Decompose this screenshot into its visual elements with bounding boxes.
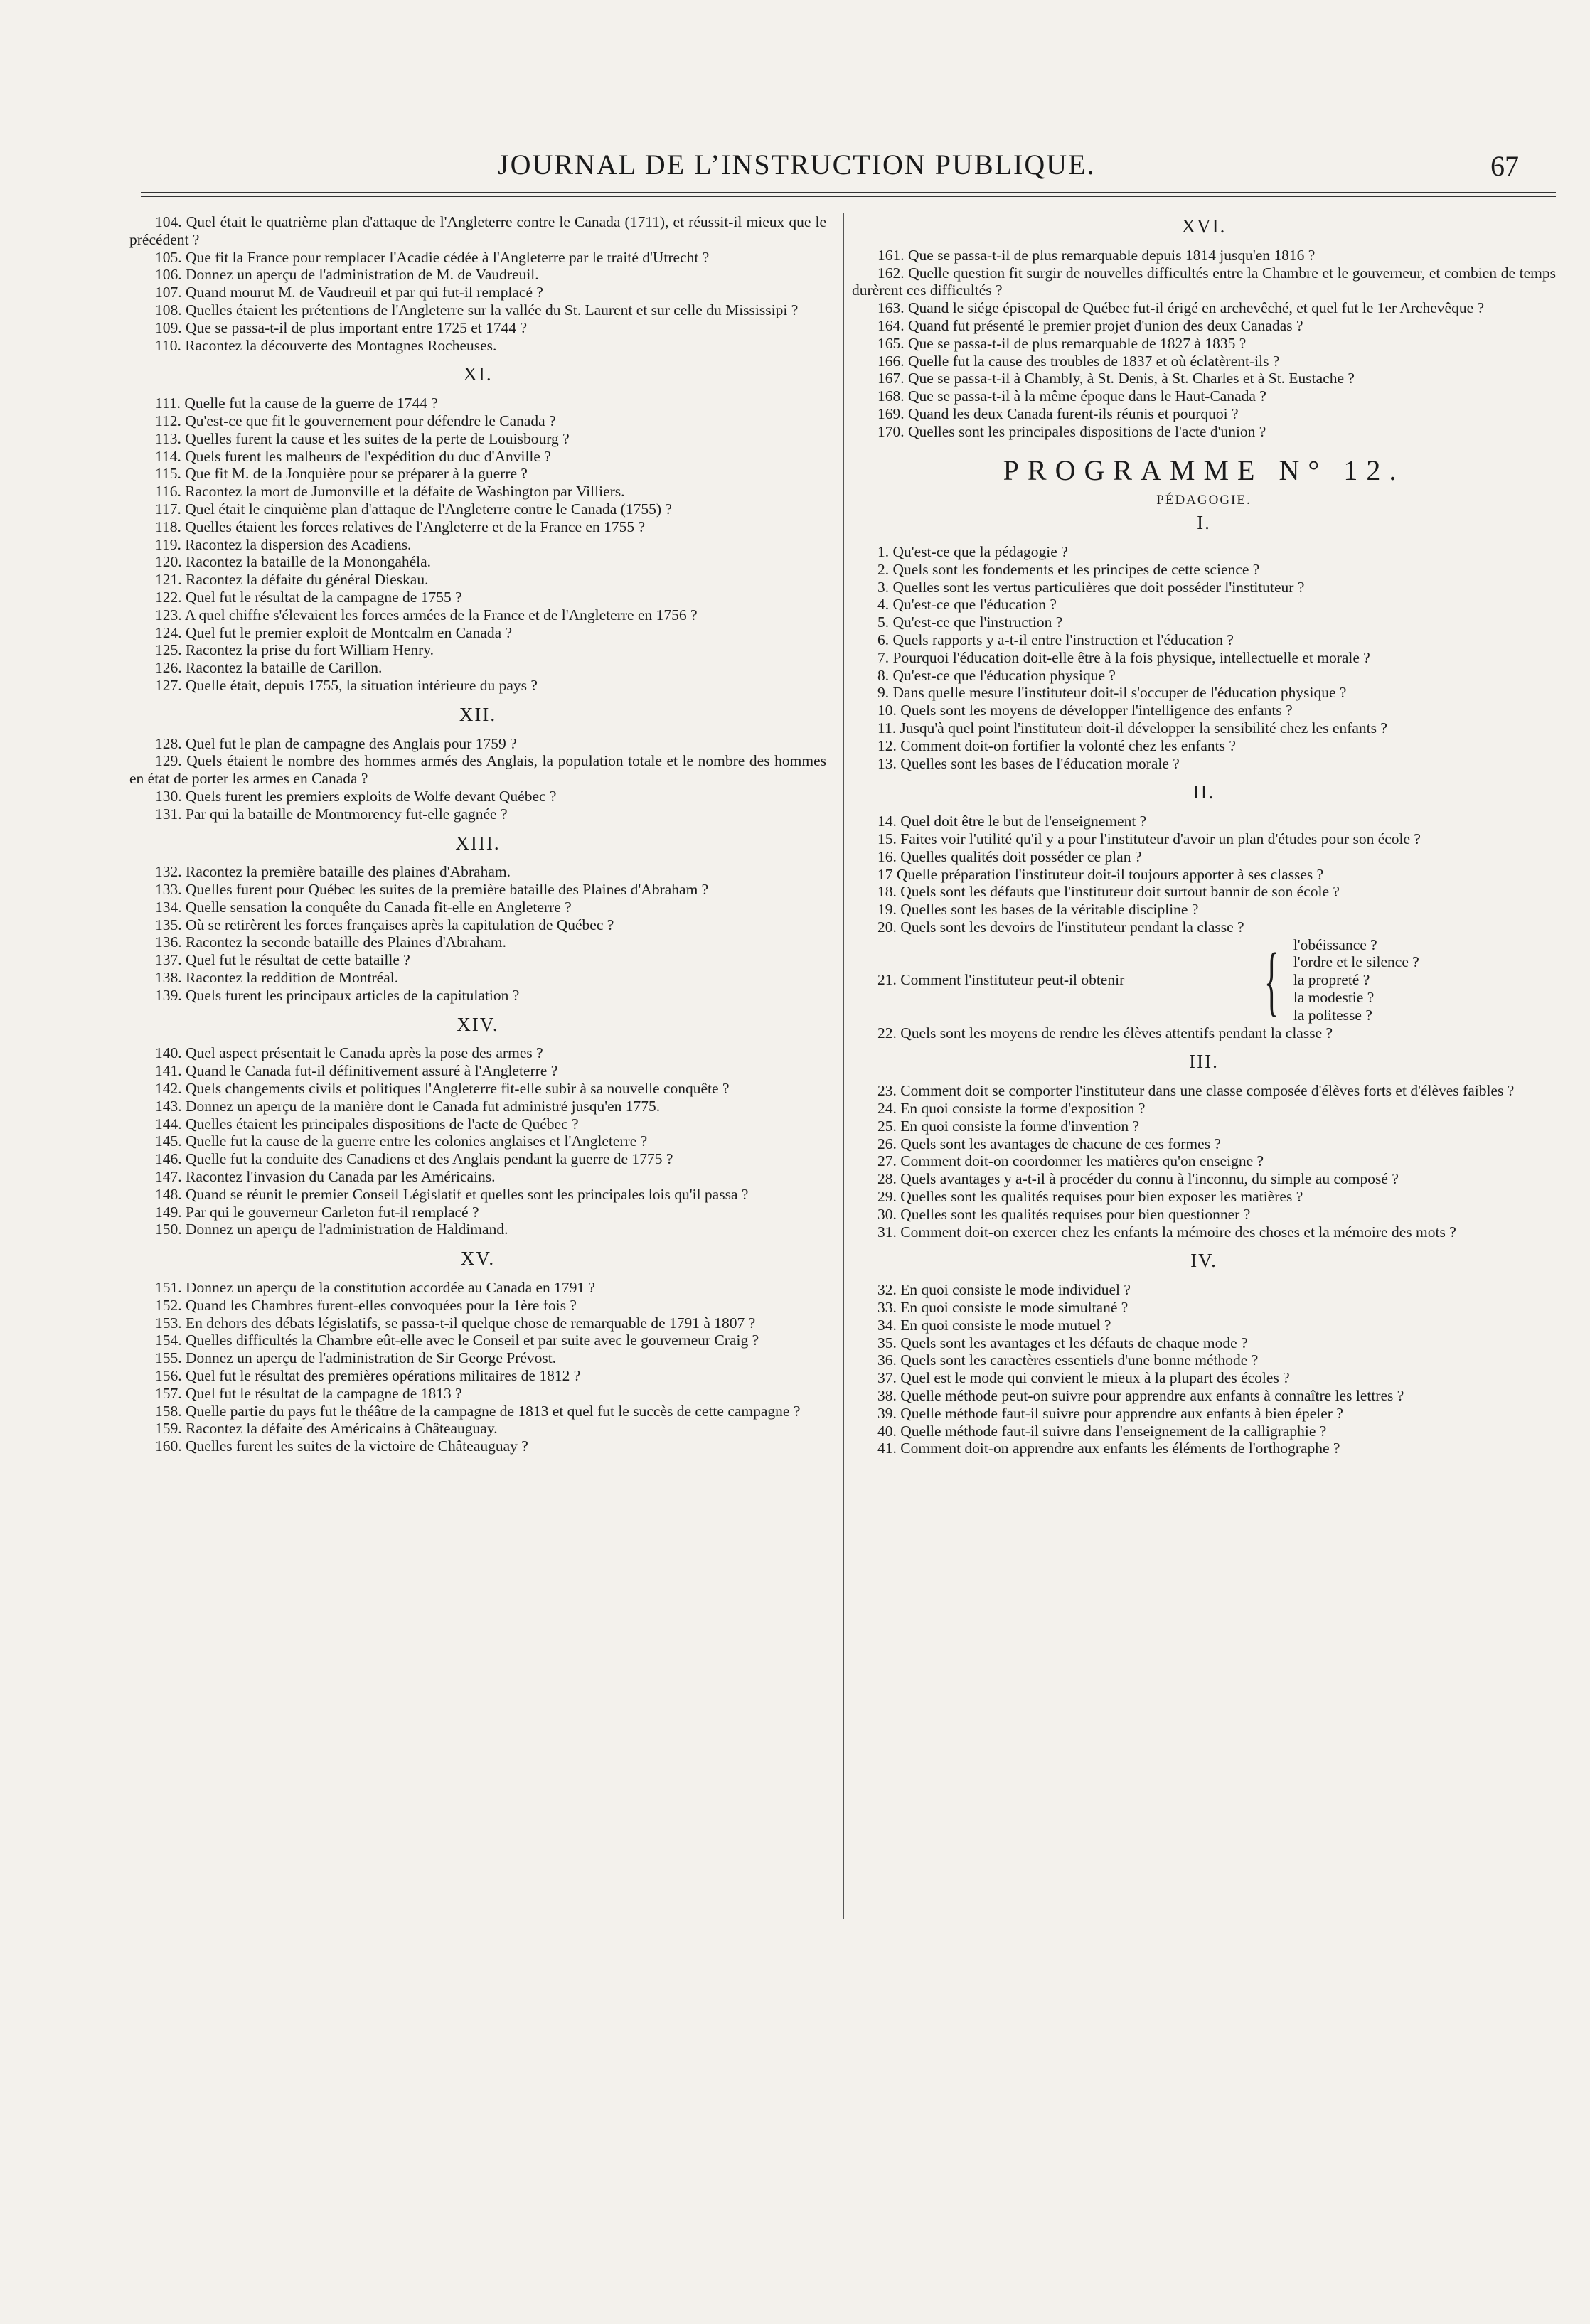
question-item: 138. Racontez la reddition de Montréal. [155, 969, 399, 987]
question-21-option: la modestie ? [1293, 989, 1375, 1007]
question-item: 27. Comment doit-on coordonner les matières qu'on enseigne ? [877, 1152, 1264, 1170]
question-item: 146. Quelle fut la conduite des Canadiens et des Anglais pendant la guerre de 1775 ? [155, 1150, 673, 1168]
question-item: 134. Quelle sensation la conquête du Canada fit-elle en Angleterre ? [155, 898, 572, 916]
left-column [129, 213, 826, 2133]
question-item: 130. Quels furent les premiers exploits de Wolfe devant Québec ? [155, 787, 557, 805]
question-item: 135. Où se retirèrent les forces françaises après la capitulation de Québec ? [155, 916, 614, 933]
question-21-options [1293, 936, 1419, 1024]
section-heading-xii: XII. [459, 703, 497, 725]
question-item: 156. Quel fut le résultat des premières opérations militaires de 1812 ? [155, 1367, 581, 1385]
questions-iii [852, 1082, 1556, 1241]
question-item: 125. Racontez la prise du fort William Henry. [155, 641, 434, 659]
questions-xi [129, 395, 826, 695]
question-item: 104. Quel était le quatrième plan d'attaque de l'Angleterre contre le Canada (1711), et réussit-il mieux que le précédent ? [129, 213, 826, 248]
header-rule [141, 192, 1556, 193]
question-21-option: la politesse ? [1293, 1006, 1372, 1024]
question-item: 29. Quelles sont les qualités requises pour bien exposer les matières ? [877, 1188, 1303, 1206]
question-item: 165. Que se passa-t-il de plus remarquable de 1827 à 1835 ? [877, 334, 1247, 352]
questions-xiv [129, 1044, 826, 1238]
question-item: 105. Que fit la France pour remplacer l'Acadie cédée à l'Angleterre par le traité d'Utrecht ? [155, 248, 710, 266]
question-item: 141. Quand le Canada fut-il définitivement assuré à l'Angleterre ? [155, 1062, 558, 1080]
question-item: 161. Que se passa-t-il de plus remarquable depuis 1814 jusqu'en 1816 ? [877, 246, 1316, 264]
question-item: 164. Quand fut présenté le premier projet d'union des deux Canadas ? [877, 316, 1303, 334]
question-item: 153. En dehors des débats législatifs, se passa-t-il quelque chose de remarquable de 1791 à 1807 ? [155, 1314, 756, 1332]
question-item: 20. Quels sont les devoirs de l'instituteur pendant la classe ? [877, 918, 1244, 936]
question-item: 137. Quel fut le résultat de cette bataille ? [155, 951, 410, 969]
question-item: 40. Quelle méthode faut-il suivre dans l'enseignement de la calligraphie ? [877, 1422, 1327, 1440]
question-item: 6. Quels rapports y a-t-il entre l'instruction et l'éducation ? [877, 631, 1234, 648]
column-divider [843, 213, 844, 1919]
question-item: 163. Quand le siége épiscopal de Québec fut-il érigé en archevêché, et quel fut le 1er Archevêque ? [877, 299, 1485, 317]
page-number: 67 [1490, 150, 1519, 182]
question-item: 151. Donnez un aperçu de la constitution accordée au Canada en 1791 ? [155, 1279, 596, 1297]
question-item: 35. Quels sont les avantages et les défauts de chaque mode ? [877, 1334, 1248, 1351]
question-item: 166. Quelle fut la cause des troubles de 1837 et où éclatèrent-ils ? [877, 352, 1280, 370]
question-item: 148. Quand se réunit le premier Conseil Législatif et quelles sont les principales lois qu'il passa ? [155, 1185, 749, 1203]
question-item: 7. Pourquoi l'éducation doit-elle être à la fois physique, intellectuelle et morale ? [877, 648, 1370, 666]
question-item: 12. Comment doit-on fortifier la volonté chez les enfants ? [877, 737, 1236, 754]
question-item: 124. Quel fut le premier exploit de Montcalm en Canada ? [155, 623, 513, 641]
question-item: 110. Racontez la découverte des Montagnes Rocheuses. [155, 336, 497, 354]
question-item: 123. A quel chiffre s'élevaient les forces armées de la France et de l'Angleterre en 1756 ? [155, 606, 698, 623]
questions-i [852, 543, 1556, 772]
question-item: 155. Donnez un aperçu de l'administration de Sir George Prévost. [155, 1349, 557, 1367]
question-item: 5. Qu'est-ce que l'instruction ? [877, 614, 1063, 631]
question-item: 8. Qu'est-ce que l'éducation physique ? [877, 666, 1116, 684]
question-item: 119. Racontez la dispersion des Acadiens. [155, 535, 412, 553]
question-item: 128. Quel fut le plan de campagne des Anglais pour 1759 ? [155, 734, 517, 752]
programme-heading: PROGRAMME N° 12. [1003, 454, 1405, 486]
question-item: 160. Quelles furent les suites de la victoire de Châteauguay ? [155, 1437, 528, 1455]
question-item: 19. Quelles sont les bases de la véritable discipline ? [877, 901, 1199, 919]
questions-xii [129, 735, 826, 823]
question-item: 33. En quoi consiste le mode simultané ? [877, 1299, 1129, 1317]
question-item: 107. Quand mourut M. de Vaudreuil et par qui fut-il remplacé ? [155, 284, 543, 301]
question-item: 115. Que fit M. de la Jonquière pour se préparer à la guerre ? [155, 465, 528, 483]
question-item: 25. En quoi consiste la forme d'invention ? [877, 1117, 1140, 1135]
question-item: 136. Racontez la seconde bataille des Plaines d'Abraham. [155, 933, 507, 951]
brace: { [1264, 936, 1279, 1024]
question-item: 170. Quelles sont les principales dispositions de l'acte d'union ? [877, 422, 1266, 440]
question-item: 150. Donnez un aperçu de l'administration de Haldimand. [155, 1221, 508, 1238]
question-item: 158. Quelle partie du pays fut le théâtre de la campagne de 1813 et quel fut le succès de cette campagne ? [155, 1402, 801, 1420]
question-item: 116. Racontez la mort de Jumonville et la défaite de Washington par Villiers. [155, 483, 625, 500]
question-item: 143. Donnez un aperçu de la manière dont le Canada fut administré jusqu'en 1775. [155, 1097, 661, 1115]
question-item: 11. Jusqu'à quel point l'instituteur doit-il développer la sensibilité chez les enfants ? [877, 719, 1387, 737]
question-item: 109. Que se passa-t-il de plus important entre 1725 et 1744 ? [155, 318, 528, 336]
question-21-option: la propreté ? [1293, 971, 1370, 989]
question-item: 106. Donnez un aperçu de l'administration de M. de Vaudreuil. [155, 266, 539, 284]
question-item: 36. Quels sont les caractères essentiels d'une bonne méthode ? [877, 1351, 1259, 1369]
pedagogie-heading: PÉDAGOGIE. [1156, 493, 1252, 508]
question-item: 4. Qu'est-ce que l'éducation ? [877, 596, 1057, 614]
question-item: 126. Racontez la bataille de Carillon. [155, 659, 383, 677]
journal-title: JOURNAL DE L’INSTRUCTION PUBLIQUE. [498, 149, 1096, 181]
questions-xvi [852, 247, 1556, 441]
question-item: 113. Quelles furent la cause et les suites de la perte de Louisbourg ? [155, 429, 570, 447]
questions-ii [852, 813, 1556, 936]
question-item: 144. Quelles étaient les principales dispositions de l'acte de Québec ? [155, 1115, 579, 1132]
questions-xiii [129, 863, 826, 1004]
question-item: 15. Faites voir l'utilité qu'il y a pour l'instituteur d'avoir un plan d'études pour son école ? [877, 830, 1421, 847]
question-22: 22. Quels sont les moyens de rendre les élèves attentifs pendant la classe ? [877, 1024, 1333, 1041]
question-item: 140. Quel aspect présentait le Canada après la pose des armes ? [155, 1044, 543, 1062]
question-item: 37. Quel est le mode qui convient le mieux à la plupart des écoles ? [877, 1369, 1290, 1387]
section-heading-xiii: XIII. [455, 832, 501, 854]
question-item: 114. Quels furent les malheurs de l'expédition du duc d'Anville ? [155, 447, 551, 465]
section-heading-iv: IV. [1190, 1250, 1217, 1272]
question-item: 162. Quelle question fit surgir de nouvelles difficultés entre la Chambre et le gouverneur, et combien de temps durèrent ces difficultés ? [852, 264, 1556, 299]
question-item: 117. Quel était le cinquième plan d'attaque de l'Angleterre contre le Canada (1755) ? [155, 500, 672, 518]
section-heading-xiv: XIV. [457, 1013, 499, 1035]
header-rule-thin [141, 196, 1556, 197]
question-item: 131. Par qui la bataille de Montmorency fut-elle gagnée ? [155, 805, 508, 823]
question-item: 13. Quelles sont les bases de l'éducation morale ? [877, 754, 1180, 772]
question-item: 23. Comment doit se comporter l'instituteur dans une classe composée d'élèves forts et d'élèves faibles ? [877, 1082, 1515, 1100]
question-item: 111. Quelle fut la cause de la guerre de 1744 ? [155, 395, 438, 412]
question-item: 132. Racontez la première bataille des plaines d'Abraham. [155, 863, 511, 881]
question-item: 139. Quels furent les principaux articles de la capitulation ? [155, 986, 520, 1004]
question-item: 169. Quand les deux Canada furent-ils réunis et pourquoi ? [877, 405, 1239, 422]
question-21: 21. Comment l'instituteur peut-il obtenir [877, 971, 1125, 989]
question-item: 10. Quels sont les moyens de développer l'intelligence des enfants ? [877, 702, 1293, 719]
section-heading-i: I. [1197, 512, 1211, 534]
question-item: 39. Quelle méthode faut-il suivre pour apprendre aux enfants à bien épeler ? [877, 1404, 1343, 1422]
question-item: 26. Quels sont les avantages de chacune de ces formes ? [877, 1135, 1221, 1152]
question-item: 120. Racontez la bataille de la Monongahéla. [155, 553, 432, 571]
section-heading-ii: II. [1192, 781, 1215, 803]
question-item: 122. Quel fut le résultat de la campagne de 1755 ? [155, 588, 462, 606]
question-item: 129. Quels étaient le nombre des hommes armés des Anglais, la population totale et le nombre des hommes en état de porter les armes en Canada ? [129, 752, 826, 788]
question-item: 152. Quand les Chambres furent-elles convoquées pour la 1ère fois ? [155, 1296, 577, 1314]
section-heading-xvi: XVI. [1181, 215, 1227, 237]
question-item: 18. Quels sont les défauts que l'instituteur doit surtout bannir de son école ? [877, 883, 1340, 901]
question-item: 142. Quels changements civils et politiques l'Angleterre fit-elle subir à sa nouvelle conquête ? [155, 1080, 730, 1098]
question-21-option: l'obéissance ? [1293, 936, 1377, 953]
questions-104-110 [129, 213, 826, 354]
questions-xv [129, 1279, 826, 1455]
question-item: 154. Quelles difficultés la Chambre eût-elle avec le Conseil et par suite avec le gouverneur Craig ? [155, 1332, 759, 1349]
question-item: 1. Qu'est-ce que la pédagogie ? [877, 542, 1068, 560]
question-item: 38. Quelle méthode peut-on suivre pour apprendre aux enfants à connaître les lettres ? [877, 1387, 1404, 1405]
section-heading-xi: XI. [463, 363, 493, 385]
question-item: 28. Quels avantages y a-t-il à procéder du connu à l'inconnu, du simple au composé ? [877, 1170, 1399, 1188]
question-item: 133. Quelles furent pour Québec les suites de la première bataille des Plaines d'Abraham ? [155, 881, 709, 899]
question-item: 167. Que se passa-t-il à Chambly, à St. Denis, à St. Charles et à St. Eustache ? [877, 370, 1355, 387]
questions-iv [852, 1281, 1556, 1457]
question-21-block [852, 936, 1556, 1024]
question-item: 127. Quelle était, depuis 1755, la situation intérieure du pays ? [155, 676, 538, 694]
section-heading-xv: XV. [460, 1248, 496, 1270]
question-item: 121. Racontez la défaite du général Dieskau. [155, 571, 429, 589]
question-item: 147. Racontez l'invasion du Canada par les Américains. [155, 1168, 496, 1186]
question-item: 24. En quoi consiste la forme d'exposition ? [877, 1100, 1146, 1118]
question-item: 31. Comment doit-on exercer chez les enfants la mémoire des choses et la mémoire des mots ? [877, 1223, 1456, 1241]
question-item: 34. En quoi consiste le mode mutuel ? [877, 1316, 1111, 1334]
question-item: 168. Que se passa-t-il à la même époque dans le Haut-Canada ? [877, 387, 1266, 405]
question-item: 17 Quelle préparation l'instituteur doit-il toujours apporter à ses classes ? [877, 865, 1324, 883]
question-item: 157. Quel fut le résultat de la campagne de 1813 ? [155, 1384, 462, 1402]
question-item: 41. Comment doit-on apprendre aux enfants les éléments de l'orthographe ? [877, 1440, 1340, 1457]
question-item: 149. Par qui le gouverneur Carleton fut-il remplacé ? [155, 1203, 479, 1221]
question-item: 14. Quel doit être le but de l'enseignement ? [877, 813, 1147, 830]
question-item: 3. Quelles sont les vertus particulières que doit posséder l'instituteur ? [877, 578, 1305, 596]
question-item: 112. Qu'est-ce que fit le gouvernement pour défendre le Canada ? [155, 412, 556, 429]
question-item: 16. Quelles qualités doit posséder ce plan ? [877, 847, 1142, 865]
question-item: 32. En quoi consiste le mode individuel ? [877, 1281, 1131, 1299]
section-heading-iii: III. [1189, 1051, 1219, 1073]
question-item: 2. Quels sont les fondements et les principes de cette science ? [877, 560, 1260, 578]
question-item: 118. Quelles étaient les forces relatives de l'Angleterre et de la France en 1755 ? [155, 518, 645, 535]
question-21-option: l'ordre et le silence ? [1293, 953, 1419, 971]
right-column [852, 213, 1556, 2133]
question-item: 9. Dans quelle mesure l'instituteur doit-il s'occuper de l'éducation physique ? [877, 684, 1347, 702]
question-item: 108. Quelles étaient les prétentions de l'Angleterre sur la vallée du St. Laurent et sur celle du Mississipi ? [155, 301, 799, 318]
question-item: 30. Quelles sont les qualités requises pour bien questionner ? [877, 1205, 1251, 1223]
question-item: 159. Racontez la défaite des Américains à Châteauguay. [155, 1420, 498, 1437]
question-item: 145. Quelle fut la cause de la guerre entre les colonies anglaises et l'Angleterre ? [155, 1132, 648, 1150]
